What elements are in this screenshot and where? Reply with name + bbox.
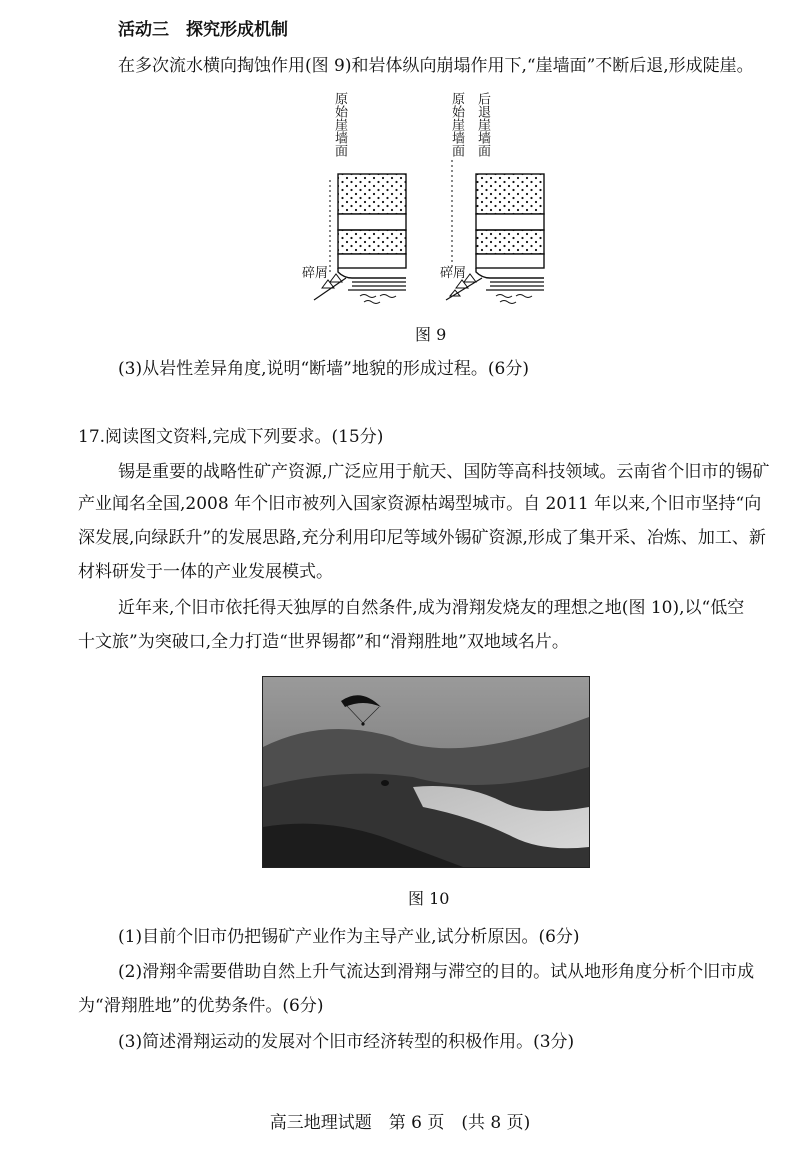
figure-9-diagram — [300, 160, 560, 310]
left-cliff-block — [314, 174, 406, 304]
question-17-1: (1)目前个旧市仍把锡矿产业作为主导产业,试分析原因。(6分) — [118, 927, 580, 947]
figure-9-caption: 图 9 — [415, 325, 447, 344]
question-17-heading: 17.阅读图文资料,完成下列要求。(15分) — [78, 427, 384, 447]
para1-line2: 产业闻名全国,2008 年个旧市被列入国家资源枯竭型城市。自 2011 年以来,个旧市坚持“向 — [78, 494, 762, 514]
page-footer: 高三地理试题 第 6 页 (共 8 页) — [269, 1113, 531, 1133]
figure-10-caption: 图 10 — [408, 889, 450, 908]
para1-line3: 深发展,向绿跃升”的发展思路,充分利用印尼等域外锡矿资源,形成了集开采、冶炼、加工、新 — [78, 528, 766, 548]
retreat-wall-label: 后退崖墙面 — [475, 92, 490, 157]
para2-line2: 十文旅”为突破口,全力打造“世界锡都”和“滑翔胜地”双地域名片。 — [78, 632, 569, 652]
para2-line1: 近年来,个旧市依托得天独厚的自然条件,成为滑翔发烧友的理想之地(图 10),以“低空 — [118, 598, 745, 618]
para1-line1: 锡是重要的战略性矿产资源,广泛应用于航天、国防等高科技领域。云南省个旧市的锡矿 — [118, 462, 770, 482]
paragliding-landscape-image — [263, 677, 589, 867]
left-original-wall-label: 原始崖墙面 — [332, 92, 347, 157]
right-debris-label: 碎屑 — [440, 266, 467, 281]
question-17-3: (3)简述滑翔运动的发展对个旧市经济转型的积极作用。(3分) — [118, 1032, 575, 1052]
question-17-2-line1: (2)滑翔伞需要借助自然上升气流达到滑翔与滞空的目的。试从地形角度分析个旧市成 — [118, 962, 755, 982]
question-17-2-line2: 为“滑翔胜地”的优势条件。(6分) — [78, 996, 324, 1016]
activity-intro: 在多次流水横向掏蚀作用(图 9)和岩体纵向崩塌作用下,“崖墙面”不断后退,形成陡崖。 — [118, 56, 754, 76]
question-16-3: (3)从岩性差异角度,说明“断墙”地貌的形成过程。(6分) — [118, 359, 529, 379]
right-original-wall-label: 原始崖墙面 — [449, 92, 464, 157]
left-debris-label: 碎屑 — [302, 266, 329, 281]
figure-10-photo — [262, 676, 590, 868]
para1-line4: 材料研发于一体的产业发展模式。 — [78, 562, 333, 582]
right-cliff-block — [446, 160, 544, 304]
activity-title: 活动三 探究形成机制 — [118, 20, 288, 40]
